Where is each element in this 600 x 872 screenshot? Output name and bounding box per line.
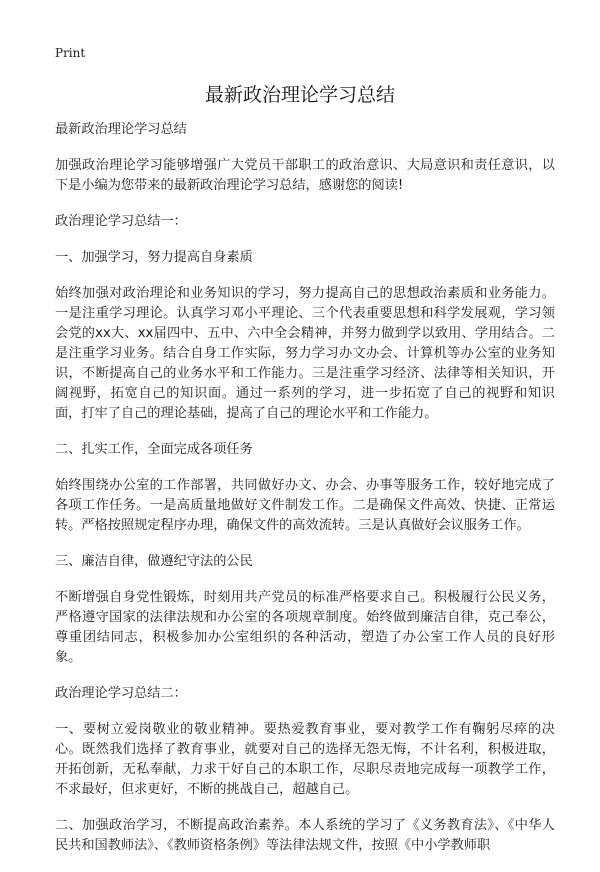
intro-paragraph: 加强政治理论学习能够增强广大党员干部职工的政治意识、大局意识和责任意识，以下是小编为您带来的最新政治理论学习总结，感谢您的阅读! xyxy=(55,158,555,193)
heading-work: 二、扎实工作，全面完成各项任务 xyxy=(55,442,253,457)
page-title: 最新政治理论学习总结 xyxy=(204,84,395,106)
heading-integrity: 三、廉洁自律，做遵纪守法的公民 xyxy=(55,554,253,569)
section-heading-summary-1: 政治理论学习总结一： xyxy=(55,214,187,229)
body-paragraph-dedication: 一、要树立爱岗敬业的敬业精神。要热爱教育事业，要对教学工作有鞠躬尽瘁的决心。既然我们选择了教育事业，就要对自己的选择无怨无悔，不计名利，积极进取，开拓创新，无私奉献，力求干好自己的本职工作，尽职尽责地完成每一项教学工作，不求最好，但求更好，不断的挑战自己，超越自己。 xyxy=(55,722,555,797)
print-link[interactable]: Print xyxy=(55,46,86,60)
body-paragraph-study: 始终加强对政治理论和业务知识的学习，努力提高自己的思想政治素质和业务能力。一是注重学习理论。认真学习邓小平理论、三个代表重要思想和科学发展观，学习领会党的xx大、xx届四中、五中、六中全会精神，并努力做到学以致用、学用结合。二是注重学习业务。结合自身工作实际，努力学习办文办会、计算机等办公室的业务知识，不断提高自己的业务水平和工作能力。三是注重学习经济、法律等相关知识，开阔视野，拓宽自己的知识面。通过一系列的学习，进一步拓宽了自己的视野和知识面，打牢了自己的理论基础，提高了自己的理论水平和工作能力。 xyxy=(55,286,555,421)
body-paragraph-work: 始终围绕办公室的工作部署，共同做好办文、办会、办事等服务工作，较好地完成了各项工作任务。一是高质量地做好文件制发工作。二是确保文件高效、快捷、正常运转。严格按照规定程序办理，确保文件的高效流转。三是认真做好会议服务工作。 xyxy=(55,478,555,533)
section-heading-summary-2: 政治理论学习总结二： xyxy=(55,686,187,701)
body-paragraph-integrity: 不断增强自身党性锻炼，时刻用共产党员的标准严格要求自己。积极履行公民义务，严格遵守国家的法律法规和办公室的各项规章制度。始终做到廉洁自律，克己奉公，尊重团结同志，积极参加办公室组织的各种活动，塑造了办公室工作人员的良好形象。 xyxy=(55,590,555,665)
body-paragraph-political-study: 二、加强政治学习，不断提高政治素养。本人系统的学习了《义务教育法》、《中华人民共和国教师法》、《教师资格条例》等法律法规文件，按照《中小学教师职 xyxy=(55,818,555,853)
subtitle-paragraph: 最新政治理论学习总结 xyxy=(55,122,187,137)
heading-study: 一、加强学习，努力提高自身素质 xyxy=(55,250,253,265)
article-body xyxy=(55,120,555,872)
